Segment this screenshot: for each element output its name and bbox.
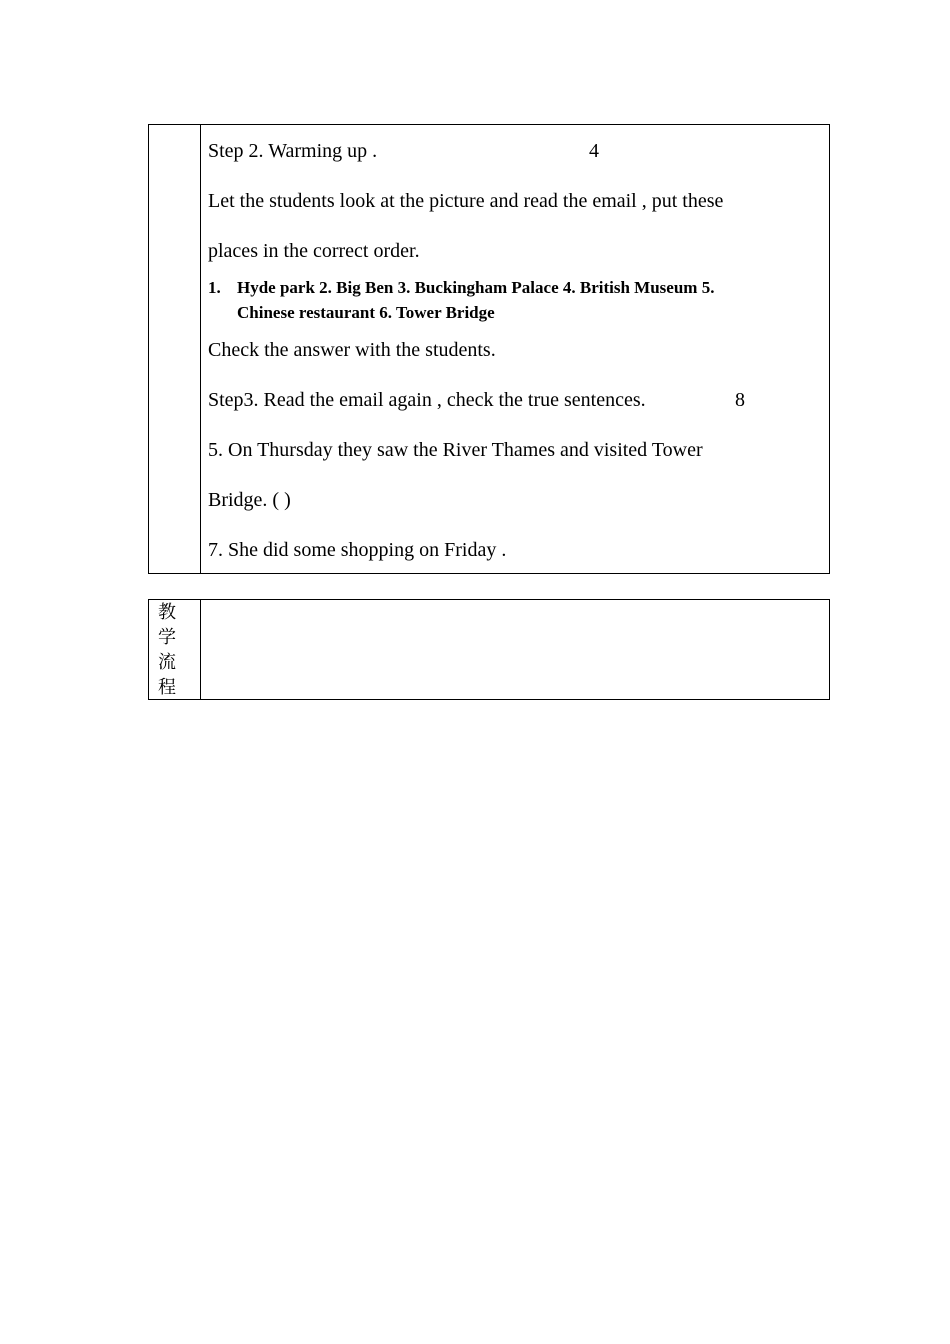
- process-table: [148, 599, 830, 700]
- label-char: 流: [158, 652, 176, 673]
- step2-minutes: 4: [589, 140, 599, 162]
- sentence-7: 7. She did some shopping on Friday .: [208, 539, 507, 561]
- step2-title: Step 2. Warming up .: [208, 140, 378, 162]
- instruction-line-2: places in the correct order.: [208, 240, 420, 262]
- sentence-5-line-1: 5. On Thursday they saw the River Thames and visited Tower: [208, 439, 703, 461]
- column-divider: [200, 600, 201, 699]
- places-line-1: Hyde park 2. Big Ben 3. Buckingham Palace 4. British Museum 5.: [237, 278, 715, 297]
- sentence-5-line-2: Bridge. ( ): [208, 489, 291, 511]
- label-char: 教: [158, 602, 176, 623]
- label-char: 学: [158, 627, 176, 648]
- label-char: 程: [158, 677, 176, 698]
- instruction-line-1: Let the students look at the picture and read the email , put these: [208, 190, 724, 212]
- places-line-2: Chinese restaurant 6. Tower Bridge: [237, 303, 495, 322]
- check-answer: Check the answer with the students.: [208, 339, 496, 361]
- lesson-table: [148, 124, 830, 574]
- step3-minutes: 8: [735, 389, 745, 411]
- list-marker: 1.: [208, 278, 221, 297]
- step3-title: Step3. Read the email again , check the true sentences.: [208, 389, 646, 411]
- column-divider: [200, 125, 201, 573]
